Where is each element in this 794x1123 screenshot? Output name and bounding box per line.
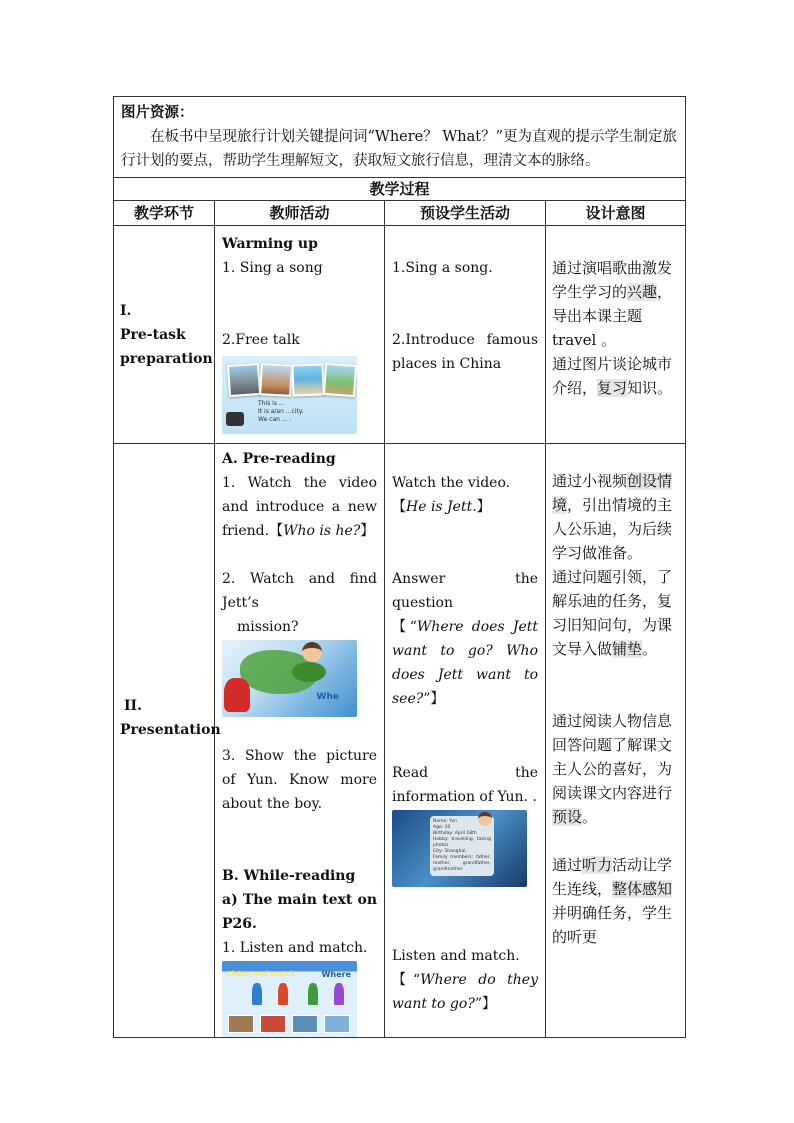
intent-text: 通过阅读人物信息回答问题了解课文主人公的喜好，为阅读课文内容进行预设。 [552,712,673,826]
stage-number: II. [124,698,142,714]
student-cell [385,226,546,444]
activity-item: 1. Sing a song [222,260,323,276]
student-item: 2.Introduce famous places in China [392,332,538,372]
lesson-plan-page [113,96,685,1038]
stage-cell [114,226,215,444]
table-row-pre-task [114,226,686,444]
intent-text: 通过演唱歌曲激发学生学习的兴趣，导出本课主题 travel 。 [552,259,673,349]
table-row-presentation [114,444,686,1038]
student-item: 【He is Jett.】 [392,499,491,515]
boy-face-icon [478,812,492,826]
header-teacher: 教师活动 [215,201,385,226]
activity-item: 1. Watch the video and introduce a new friend.【Who is he?】 [222,475,377,539]
stage-name: Pre-task preparation [120,326,213,367]
boy-face-icon [302,642,322,662]
student-item: 【“Where does Jett want to go? Who does Jett want to see?”】 [392,619,538,707]
intent-text: 通过小视频创设情境，引出情境的主人公乐迪，为后续学习做准备。 [552,472,673,562]
student-item: 1.Sing a song. [392,260,493,276]
activity-heading: A. Pre-reading [222,451,336,467]
intent-text: 通过图片谈论城市介绍，复习知识。 [552,355,673,397]
activity-item: 2.Free talk [222,332,300,348]
activity-heading: B. While-reading [222,868,356,884]
student-cell [385,444,546,1038]
student-item: Read the information of Yun. . [392,765,538,805]
lesson-plan-table [113,96,686,1038]
activity-heading: Warming up [222,236,318,252]
teacher-cell [215,444,385,1038]
process-title-row [114,178,686,201]
activity-item: 1. Listen and match. [222,940,368,956]
free-talk-picture [222,356,357,434]
listen-title: Listen and match [227,970,296,978]
activity-item: 3. Show the picture of Yun. Know more about the boy. [222,748,377,812]
plane-character [224,678,250,712]
listen-match-picture [222,961,357,1037]
process-title: 教学过程 [114,178,686,201]
resource-cell [114,97,686,178]
header-intent: 设计意图 [546,201,686,226]
activity-subheading: a) The main text on P26. [222,892,377,932]
intent-text: 通过听力活动让学生连线，整体感知并明确任务，学生的听更 [552,856,673,946]
map-picture [222,640,357,717]
student-item: 【“Where do they want to go?”】 [392,972,538,1012]
teacher-cell [215,226,385,444]
intent-cell [546,226,686,444]
intent-cell [546,444,686,1038]
intent-text: 通过问题引领，了解乐迪的任务，复习旧知问句，为课文导入做铺垫。 [552,568,673,658]
map-word: Whe [316,692,339,702]
stage-cell [114,444,221,1038]
header-row [114,201,686,226]
resource-label: 图片资源： [121,104,194,121]
info-card: Name: Yun Age: 10 Birthday: April 18th Hobby: travelling, taking photos City: Shanghai Family members: father, mother, grandfather, grandmother [430,816,494,876]
picture-caption: This is ... It is a/an ...city. We can ... . [258,400,304,423]
header-stage: 教学环节 [114,201,215,226]
activity-item: 2. Watch and find Jett’s [222,571,377,611]
camera-icon [226,412,244,426]
stage-number: I. [120,302,132,319]
student-item: Answer the question [392,571,538,611]
header-student: 预设学生活动 [385,201,546,226]
resource-row [114,97,686,178]
student-item: Listen and match. [392,948,520,964]
yun-info-picture [392,810,527,887]
student-item: Watch the video. [392,475,511,491]
stage-name: Presentation [120,722,221,738]
activity-item: mission? [237,619,299,635]
resource-text: 在板书中呈现旅行计划关键提问词“Where？ What？”更为直观的提示学生制定旅行计划的要点，帮助学生理解短文，获取短文旅行信息，理清文本的脉络。 [121,129,677,169]
listen-word: Where [321,970,351,979]
